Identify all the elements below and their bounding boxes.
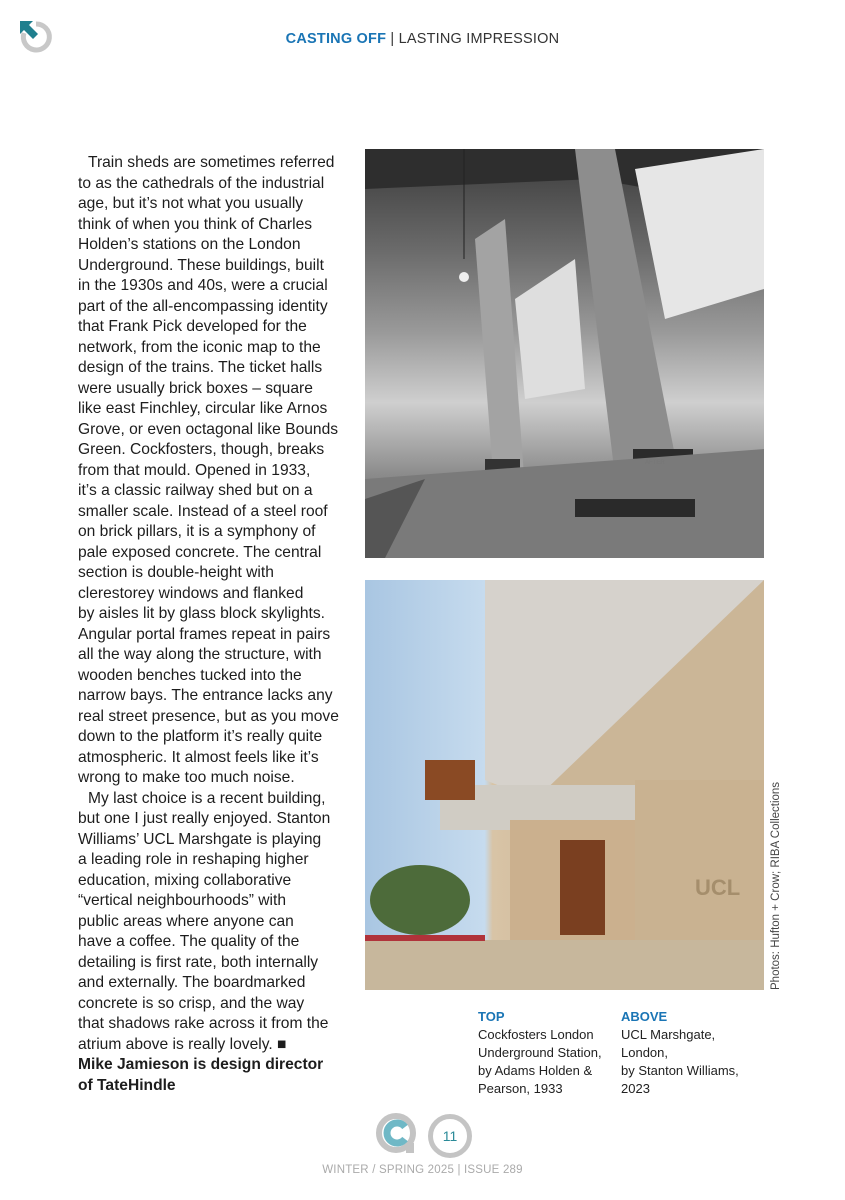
text-line: all the way along the structure, with bbox=[78, 646, 322, 663]
text-line: pale exposed concrete. The central bbox=[78, 543, 322, 561]
text-line: narrow bays. The entrance lacks any bbox=[78, 687, 333, 704]
text-line: have a coffee. The quality of the bbox=[78, 933, 300, 950]
caption-line: 2023 bbox=[621, 1081, 650, 1096]
text-line: public areas where anyone can bbox=[78, 912, 294, 930]
text-line: concrete is so crisp, and the way bbox=[78, 994, 305, 1012]
caption-heading: ABOVE bbox=[621, 1009, 668, 1024]
text-line: section is double-height with bbox=[78, 564, 274, 581]
article-body bbox=[78, 153, 348, 1096]
text-line: atrium above is really lovely. ■ bbox=[78, 1035, 287, 1053]
text-line: of TateHindle bbox=[78, 1076, 176, 1094]
issue-footer: WINTER / SPRING 2025 | ISSUE 289 bbox=[322, 1164, 523, 1176]
text-line: wooden benches tucked into the bbox=[78, 666, 302, 684]
magazine-logo-icon bbox=[376, 1113, 418, 1155]
text-line: smaller scale. Instead of a steel roof bbox=[78, 502, 328, 520]
text-line: detailing is first rate, both internally bbox=[78, 953, 319, 971]
caption-above bbox=[621, 1008, 761, 1098]
ucl-sign: UCL bbox=[695, 875, 741, 900]
caption-line: Underground Station, bbox=[478, 1045, 602, 1060]
text-line: clerestorey windows and flanked bbox=[78, 584, 304, 602]
text-line: and externally. The boardmarked bbox=[78, 974, 306, 991]
text-line: it’s a classic railway shed but on a bbox=[78, 482, 313, 499]
caption-line: Cockfosters London bbox=[478, 1027, 594, 1042]
ucl-marshgate-photo bbox=[365, 580, 764, 990]
text-line: but one I just really enjoyed. Stanton bbox=[78, 810, 331, 827]
caption-top bbox=[478, 1008, 608, 1098]
caption-line: by Stanton Williams, bbox=[621, 1063, 739, 1078]
text-line: a leading role in reshaping higher bbox=[78, 851, 309, 868]
text-line: down to the platform it’s really quite bbox=[78, 728, 323, 745]
text-line: from that mould. Opened in 1933, bbox=[78, 461, 311, 479]
photo-top-sign: AFTER bbox=[645, 460, 665, 466]
text-line: on brick pillars, it is a symphony of bbox=[78, 523, 316, 540]
text-line: were usually brick boxes – square bbox=[78, 379, 313, 397]
text-line: Holden’s stations on the London bbox=[78, 236, 301, 253]
running-header bbox=[0, 31, 845, 47]
text-line: Williams’ UCL Marshgate is playing bbox=[78, 830, 322, 848]
caption-line: by Adams Holden & bbox=[478, 1063, 593, 1078]
text-line: in the 1930s and 40s, were a crucial bbox=[78, 277, 328, 294]
caption-heading: TOP bbox=[478, 1009, 505, 1024]
text-line: network, from the iconic map to the bbox=[78, 338, 321, 356]
text-line: Train sheds are sometimes referred bbox=[88, 154, 335, 171]
caption-line: UCL Marshgate, London, bbox=[621, 1027, 716, 1060]
header-title: LASTING IMPRESSION bbox=[398, 31, 560, 47]
text-line: wrong to make too much noise. bbox=[78, 769, 295, 786]
text-line: “vertical neighbourhoods” with bbox=[78, 892, 287, 909]
text-line: education, mixing collaborative bbox=[78, 871, 292, 889]
text-line: Underground. These buildings, built bbox=[78, 256, 324, 274]
text-line: part of the all-encompassing identity bbox=[78, 297, 328, 315]
header-separator: | bbox=[390, 31, 395, 47]
photo-credit: Photos: Hufton + Crow; RIBA Collections bbox=[770, 781, 782, 990]
cockfosters-station-photo bbox=[365, 149, 764, 558]
text-line: age, but it’s not what you usually bbox=[78, 195, 304, 212]
text-line: like east Finchley, circular like Arnos bbox=[78, 400, 328, 417]
page-number: 11 bbox=[428, 1114, 472, 1158]
text-line: Grove, or even octagonal like Bounds bbox=[78, 420, 339, 438]
text-line: real street presence, but as you move bbox=[78, 707, 339, 725]
text-line: think of when you think of Charles bbox=[78, 215, 313, 233]
caption-line: Pearson, 1933 bbox=[478, 1081, 563, 1096]
text-line: Green. Cockfosters, though, breaks bbox=[78, 441, 325, 458]
text-line: that Frank Pick developed for the bbox=[78, 318, 307, 335]
text-line: that shadows rake across it from the bbox=[78, 1015, 329, 1032]
section-name: CASTING OFF bbox=[285, 31, 387, 47]
text-line: Angular portal frames repeat in pairs bbox=[78, 625, 331, 643]
text-line: atmospheric. It almost feels like it’s bbox=[78, 748, 319, 766]
text-line: My last choice is a recent building, bbox=[88, 789, 326, 807]
text-line: Mike Jamieson is design director bbox=[78, 1056, 324, 1073]
text-line: design of the trains. The ticket halls bbox=[78, 359, 323, 376]
text-line: by aisles lit by glass block skylights. bbox=[78, 605, 325, 622]
text-line: to as the cathedrals of the industrial bbox=[78, 174, 325, 192]
